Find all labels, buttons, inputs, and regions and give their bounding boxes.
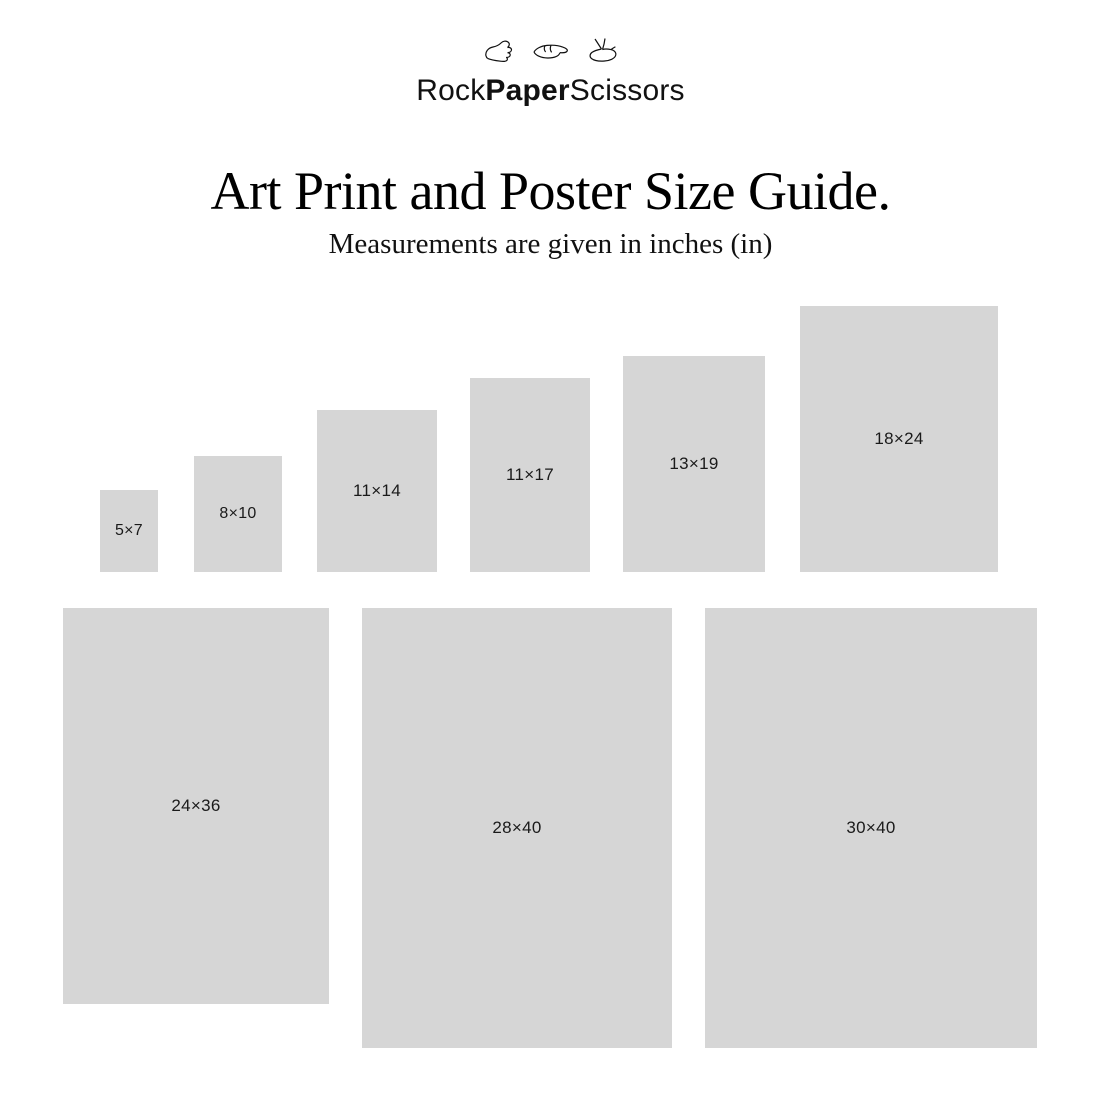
size-label: 11×17	[506, 465, 554, 484]
size-label: 11×14	[353, 481, 401, 500]
size-swatch-24x36	[63, 608, 329, 1004]
size-label: 5×7	[114, 522, 144, 539]
size-swatch-13x19	[623, 356, 765, 572]
size-swatch-30x40	[705, 608, 1037, 1048]
size-swatch-8x10	[194, 456, 282, 572]
size-label: 24×36	[171, 796, 221, 815]
brand-name-part-rock: Rock	[416, 74, 486, 107]
size-swatch-28x40	[362, 608, 672, 1048]
size-label: 30×40	[846, 818, 896, 837]
page-subtitle: Measurements are given in inches (in)	[328, 228, 773, 260]
size-label: 18×24	[874, 429, 924, 448]
size-swatch-11x14	[317, 410, 437, 572]
size-swatch-18x24	[800, 306, 998, 572]
size-label: 28×40	[492, 818, 542, 837]
brand-name-part-scissors: Scissors	[569, 74, 685, 107]
size-swatch-11x17	[470, 378, 590, 572]
page-title: Art Print and Poster Size Guide.	[210, 161, 891, 221]
size-swatch-5x7	[100, 490, 158, 572]
size-label: 8×10	[219, 505, 257, 522]
size-label: 13×19	[669, 454, 719, 473]
brand-name-part-paper: Paper	[485, 74, 570, 107]
